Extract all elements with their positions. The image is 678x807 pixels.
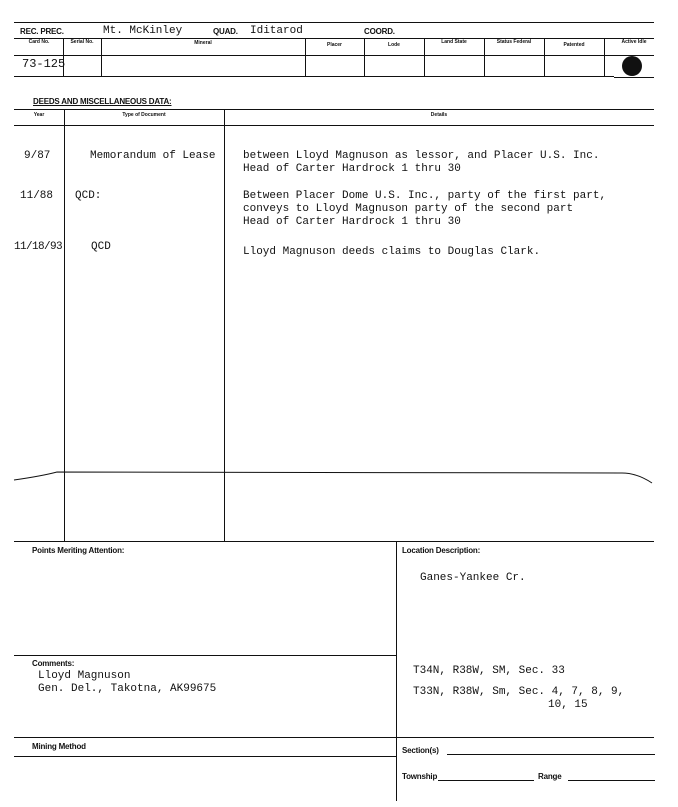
col-divider <box>396 541 397 801</box>
deed-type: QCD <box>91 241 111 253</box>
col-patented: Patented <box>563 42 585 48</box>
deed-year: 11/18/93 <box>14 241 63 253</box>
points-label: Points Meriting Attention: <box>32 546 125 555</box>
township-blank <box>438 780 534 781</box>
tick-rule <box>614 77 654 78</box>
rec-prec-value: Mt. McKinley <box>103 25 183 37</box>
legal-line3: 10, 15 <box>548 699 588 711</box>
col-divider <box>604 38 605 76</box>
col-placer: Placer <box>326 42 342 48</box>
coord-label: COORD. <box>364 27 395 36</box>
deed-details: between Lloyd Magnuson as lessor, and Placer U.S. Inc. Head of Carter Hardrock 1 thru 30 <box>243 150 600 175</box>
range-label: Range <box>538 772 562 781</box>
rec-prec-label: REC. PREC. <box>20 27 64 36</box>
col-type: Type of Document <box>122 112 166 118</box>
header-divider <box>14 55 654 56</box>
comments-line1: Lloyd Magnuson <box>38 670 131 682</box>
col-details: Details <box>430 112 448 118</box>
deed-year: 9/87 <box>24 150 51 162</box>
location-label: Location Description: <box>402 546 481 555</box>
col-lode: Lode <box>388 42 400 48</box>
range-blank <box>568 780 655 781</box>
col-land-state: Land State <box>441 39 467 45</box>
deed-details: Between Placer Dome U.S. Inc., party of the first part, conveys to Lloyd Magnuson party of the second part Head of Carter Hardrock 1 thru 30 <box>243 190 607 228</box>
deeds-section-title: DEEDS AND MISCELLANEOUS DATA: <box>33 97 172 106</box>
legal-line2: T33N, R38W, Sm, Sec. 4, 7, 8, 9, <box>413 686 625 698</box>
deeds-header-rule <box>14 125 654 126</box>
quad-value: Iditarod <box>250 25 303 37</box>
deed-details: Lloyd Magnuson deeds claims to Douglas Clark. <box>243 246 541 258</box>
deed-type: QCD: <box>75 190 102 202</box>
sections-blank <box>447 754 655 755</box>
card-no-value: 73-125 <box>22 57 66 71</box>
mining-underline <box>14 756 396 757</box>
deeds-top-rule <box>14 109 654 110</box>
township-label: Township <box>402 772 438 781</box>
col-mineral: Mineral <box>194 40 212 46</box>
comments-rule <box>14 655 396 656</box>
header-rule <box>14 38 654 39</box>
col-status-federal: Status Federal <box>496 39 532 45</box>
lower-top-rule <box>14 541 654 542</box>
page-break-line <box>12 468 662 488</box>
comments-label: Comments: <box>32 659 75 668</box>
col-divider <box>484 38 485 76</box>
deed-type: Memorandum of Lease <box>90 150 216 162</box>
top-rule <box>14 22 654 23</box>
mining-rule <box>14 737 654 738</box>
active-status-dot <box>622 56 642 76</box>
col-year: Year <box>33 112 45 118</box>
col-divider <box>424 38 425 76</box>
header-bottom-rule <box>14 76 614 77</box>
sections-label: Section(s) <box>402 746 439 755</box>
quad-label: QUAD. <box>213 27 238 36</box>
col-card-no: Card No. <box>28 39 50 45</box>
mining-label: Mining Method <box>32 742 86 751</box>
deed-year: 11/88 <box>20 190 54 202</box>
location-value: Ganes-Yankee Cr. <box>420 572 526 584</box>
col-serial-no: Serial No. <box>70 39 94 45</box>
comments-line2: Gen. Del., Takotna, AK99675 <box>38 683 217 695</box>
legal-line1: T34N, R38W, SM, Sec. 33 <box>413 665 565 677</box>
col-active-idle: Active Idle <box>621 39 647 45</box>
